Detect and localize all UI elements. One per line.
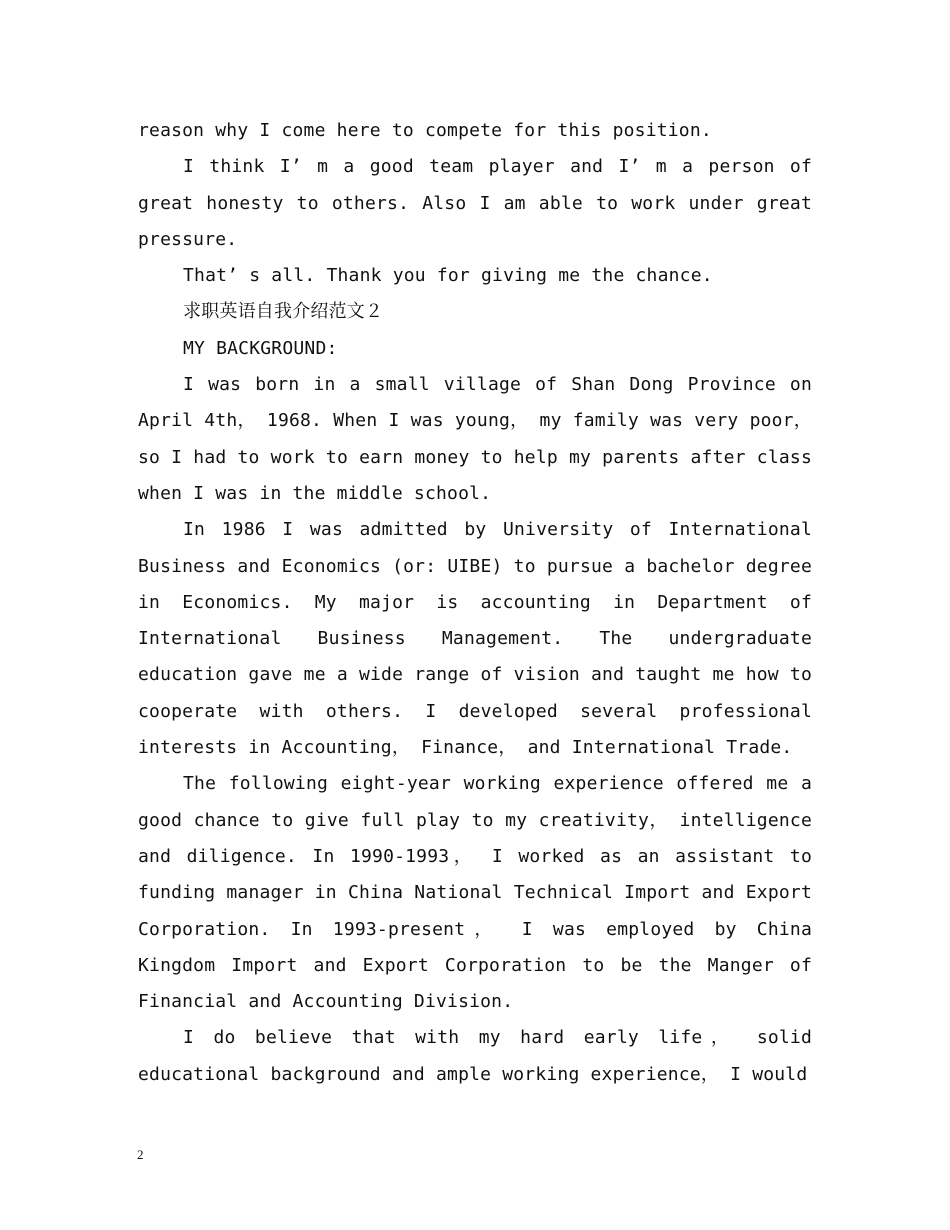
- page-number: 2: [137, 1147, 144, 1162]
- paragraph-work-experience: The following eight-year working experience offered me a good chance to give full play to my creativity， intelligence and diligence. In 1990-1993， I worked as an assistant to funding manager in China National Technical Import and Export Corporation. In 1993-present， I was employed by China Kingdom Import and Export Corporation to be the Manger of Financial and Accounting Division.: [138, 773, 812, 1013]
- paragraph-continuation: reason why I come here to compete for this position.: [138, 120, 712, 141]
- paragraph-closing: That’ s all. Thank you for giving me the chance.: [183, 265, 713, 287]
- section-title: 求职英语自我介绍范文２: [183, 301, 384, 323]
- paragraph-team-player: I think I’ m a good team player and I’ m a person of great honesty to others. Also I am able to work under great pressure.: [138, 156, 812, 250]
- background-heading: MY BACKGROUND:: [183, 337, 338, 359]
- paragraph-belief: I do believe that with my hard early life， solid educational background and ample working experience， I would: [138, 1027, 812, 1085]
- paragraph-education: In 1986 I was admitted by University of International Business and Economics (or: UIBE) to pursue a bachelor degree in Economics. My major is accounting in Department of International Business Management. The undergraduate education gave me a wide range of vision and taught me how to cooperate with others. I developed several professional interests in Accounting， Finance， and International Trade.: [138, 519, 812, 759]
- body-text: [138, 113, 812, 1093]
- paragraph-birth: I was born in a small village of Shan Dong Province on April 4th， 1968. When I was young， my family was very poor， so I had to work to earn money to help my parents after class when I was in the middle school.: [138, 374, 812, 504]
